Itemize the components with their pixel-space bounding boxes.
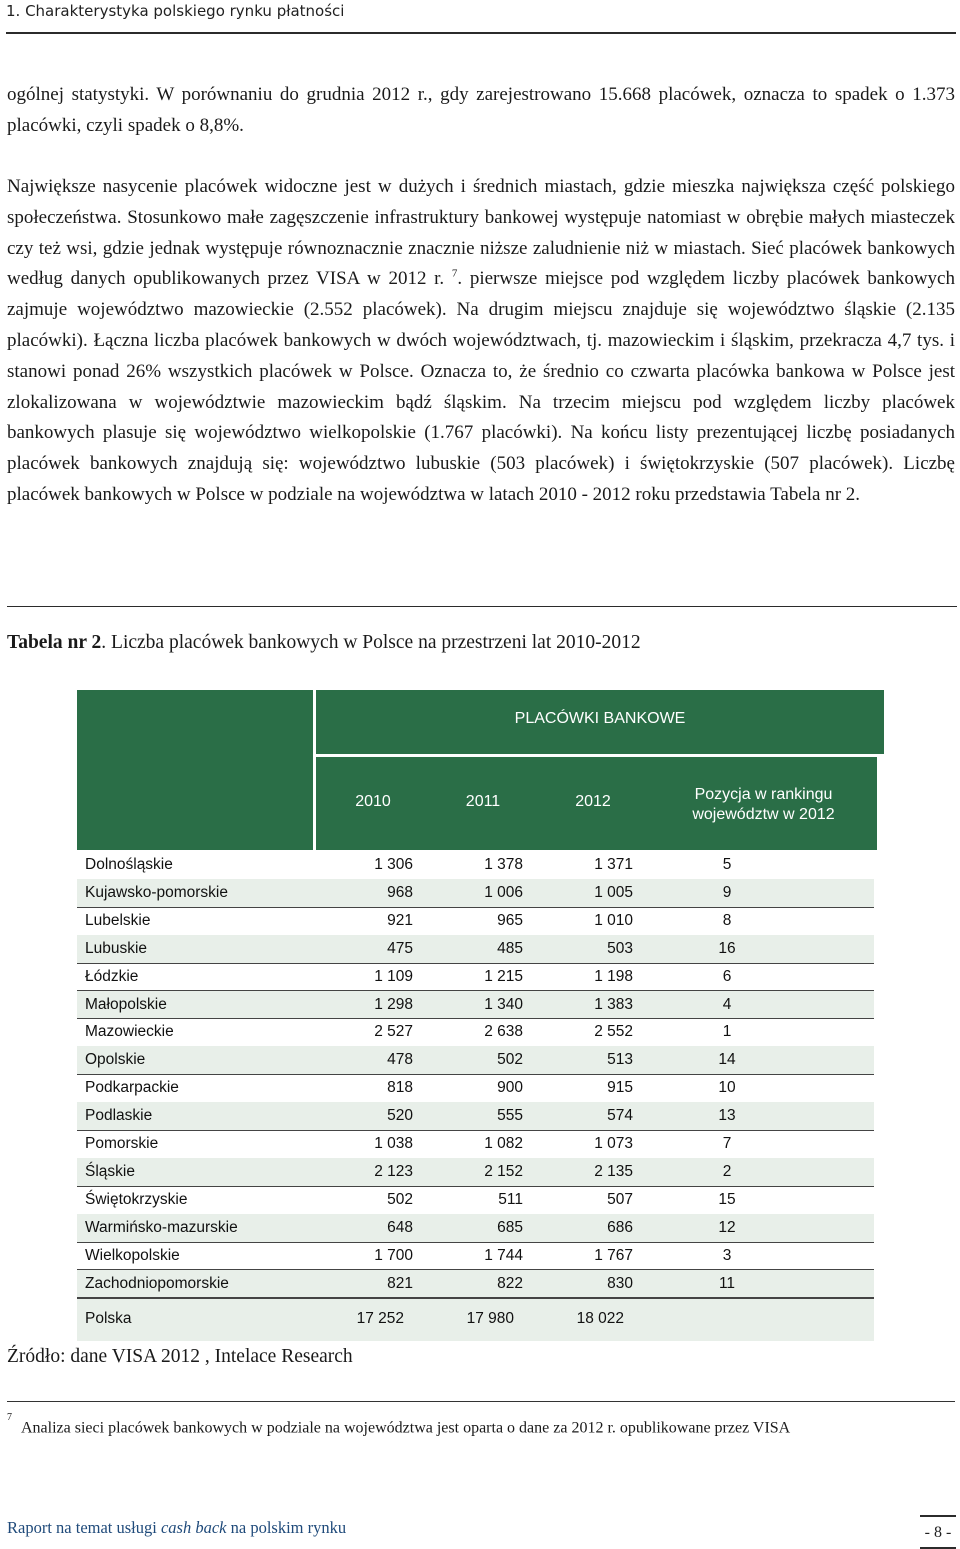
value-2010: 968 (387, 883, 413, 901)
value-2010: 2 123 (374, 1162, 413, 1180)
value-2010: 1 109 (374, 967, 413, 985)
region-name: Lubelskie (85, 911, 151, 929)
footnote-reference[interactable]: 7 (451, 268, 458, 281)
table-row (77, 1130, 874, 1159)
value-2011: 502 (497, 1051, 523, 1069)
value-2010: 1 700 (374, 1246, 413, 1264)
value-2012: 507 (607, 1190, 633, 1208)
value-2011: 2 152 (484, 1162, 523, 1180)
value-2012: 2 135 (594, 1162, 633, 1180)
value-2011: 1 215 (484, 967, 523, 985)
table-row (77, 1242, 874, 1271)
value-2011: 965 (497, 911, 523, 929)
value-2012: 1 005 (594, 883, 633, 901)
rank-value: 12 (718, 1218, 736, 1236)
value-2012: 513 (607, 1051, 633, 1069)
value-2010: 475 (387, 939, 413, 957)
rank-value: 10 (718, 1079, 736, 1097)
value-2011: 1 378 (484, 856, 523, 873)
region-name: Zachodniopomorskie (85, 1274, 229, 1292)
rank-value: 7 (722, 1135, 732, 1152)
section-divider (7, 606, 957, 607)
table-row (77, 1074, 874, 1103)
table-total-row (77, 1298, 874, 1341)
table-row (77, 1046, 874, 1075)
value-2010: 1 306 (374, 856, 413, 873)
value-2011: 822 (497, 1274, 523, 1292)
total-2011: 17 980 (466, 1310, 514, 1327)
page-number: - 8 - (924, 1524, 952, 1541)
value-2011: 685 (497, 1218, 523, 1236)
footer-text-italic: cash back (160, 1518, 227, 1537)
region-name: Opolskie (85, 1051, 146, 1069)
table-row (77, 1158, 874, 1187)
page-number-box (920, 1515, 956, 1549)
value-2010: 520 (387, 1107, 413, 1125)
region-name: Podlaskie (85, 1107, 153, 1125)
table-group-header (313, 690, 884, 757)
value-2011: 555 (497, 1107, 523, 1125)
region-name: Pomorskie (85, 1135, 159, 1152)
value-2012: 1 767 (594, 1246, 633, 1264)
value-2012: 686 (607, 1218, 633, 1236)
table-caption-label: Tabela nr 2 (7, 632, 102, 653)
region-name: Łódzkie (85, 967, 139, 985)
value-2012: 1 383 (594, 995, 633, 1013)
region-name: Świętokrzyskie (85, 1190, 188, 1208)
paragraph-main (7, 172, 955, 511)
region-name: Lubuskie (85, 939, 148, 957)
rank-value: 9 (722, 883, 732, 901)
paragraph-main-part1: Największe nasycenie placówek widoczne jest w dużych i średnich miastach, gdzie mieszka największa część polskiego społeczeństwa. Stosunkowo małe zagęszczenie infrastruktury bankowej występuje natomiast w obrębie małych miasteczek czy też wsi, gdzie jednak występuje równoznacznie znacznie niższe zaludnienie niż w miastach. Sieć placówek bankowych według danych opublikowanych przez VISA w 2012 r. (7, 176, 955, 290)
region-name: Małopolskie (85, 995, 167, 1013)
table-row (77, 1270, 874, 1299)
total-label: Polska (85, 1310, 132, 1327)
footnote-mark: 7 (7, 1412, 12, 1423)
column-header-2010: 2010 (355, 793, 391, 810)
region-name: Mazowieckie (85, 1023, 174, 1041)
value-2011: 2 638 (484, 1023, 523, 1041)
column-header-2012: 2012 (575, 793, 611, 810)
table-row (77, 991, 874, 1020)
rank-value: 16 (718, 939, 736, 957)
value-2010: 1 038 (374, 1135, 413, 1152)
total-2012: 18 022 (576, 1310, 624, 1327)
rank-value: 2 (722, 1162, 732, 1180)
footnote-text: Analiza sieci placówek bankowych w podziale na województwa jest oparta o dane za 2012 r. opublikowane przez VISA (21, 1419, 791, 1437)
region-name: Warmińsko-mazurskie (85, 1218, 238, 1236)
value-2010: 818 (387, 1079, 413, 1097)
rank-value: 15 (718, 1190, 736, 1208)
footnote (7, 1412, 791, 1437)
value-2010: 921 (387, 911, 413, 929)
table-row (77, 1102, 874, 1131)
table-row (77, 879, 874, 908)
rank-value: 13 (718, 1107, 736, 1125)
value-2012: 1 073 (594, 1135, 633, 1152)
value-2012: 1 371 (594, 856, 633, 873)
chapter-title: 1. Charakterystyka polskiego rynku płatności (6, 2, 345, 20)
table-row (77, 907, 874, 936)
footer-text-b: na polskim rynku (226, 1518, 347, 1537)
rank-value: 5 (722, 856, 732, 873)
value-2012: 2 552 (594, 1023, 633, 1041)
rank-value: 14 (718, 1051, 736, 1069)
table-corner-header (77, 690, 313, 850)
region-name: Wielkopolskie (85, 1246, 180, 1264)
rank-value: 3 (722, 1246, 732, 1264)
value-2010: 2 527 (374, 1023, 413, 1041)
paragraph-main-part2: . pierwsze miejsce pod względem liczby placówek bankowych zajmuje województwo mazowieckie (2.552 placówek). Na drugim miejscu znajduje się województwo śląskie (2.135 placówki). Łączna liczba placówek bankowych w dwóch województwach, tj. mazowieckim i śląskim, przekracza 4,7 tys. i stanowi ponad 26% wszystkich placówek w Polsce. Oznacza to, że średnio co czwarta placówka bankowa w Polsce jest zlokalizowana w województwie mazowieckim bądź śląskim. Na trzecim miejscu pod względem liczby placówek bankowych plasuje się województwo wielkopolskie (1.767 placówki). Na końcu listy prezentującej liczbę posiadanych placówek bankowych znajdują się: województwo lubuskie (503 placówek) i świętokrzyskie (507 placówek). Liczbę placówek bankowych w Polsce w podziale na województwa w latach 2010 - 2012 roku przedstawia Tabela nr 2. (7, 268, 955, 505)
value-2012: 574 (607, 1107, 633, 1125)
table-caption (7, 632, 641, 654)
value-2011: 1 340 (484, 995, 523, 1013)
table-row (77, 851, 874, 880)
value-2010: 502 (387, 1190, 413, 1208)
table-column-headers (313, 757, 877, 850)
column-header-2011: 2011 (465, 793, 501, 810)
value-2012: 1 010 (594, 911, 633, 929)
table-source: Źródło: dane VISA 2012 , Intelace Research (7, 1346, 353, 1367)
value-2011: 511 (498, 1190, 523, 1208)
running-footer (7, 1518, 346, 1538)
table-row (77, 1018, 874, 1047)
value-2012: 503 (607, 939, 633, 957)
rank-value: 1 (722, 1023, 732, 1041)
table-row (77, 1214, 874, 1243)
running-header (6, 0, 956, 34)
value-2010: 648 (387, 1218, 413, 1236)
value-2011: 1 082 (484, 1135, 523, 1152)
rank-value: 4 (722, 995, 732, 1013)
value-2011: 485 (497, 939, 523, 957)
value-2010: 1 298 (374, 995, 413, 1013)
value-2011: 1 744 (484, 1246, 523, 1264)
paragraph-intro: ogólnej statystyki. W porównaniu do grudnia 2012 r., gdy zarejestrowano 15.668 placówek, oznacza to spadek o 1.373 placówki, czyli spadek o 8,8%. (7, 84, 955, 136)
table-row (77, 1186, 874, 1215)
rank-value: 11 (718, 1274, 736, 1292)
value-2012: 1 198 (594, 967, 633, 985)
region-name: Kujawsko-pomorskie (85, 883, 228, 901)
table-row (77, 935, 874, 964)
total-2010: 17 252 (356, 1310, 404, 1327)
group-header-label: PLACÓWKI BANKOWE (514, 710, 686, 727)
table-caption-text: . Liczba placówek bankowych w Polsce na przestrzeni lat 2010-2012 (101, 632, 641, 653)
value-2010: 821 (387, 1274, 413, 1292)
region-name: Śląskie (85, 1162, 135, 1180)
value-2012: 830 (607, 1274, 633, 1292)
region-name: Podkarpackie (85, 1079, 179, 1097)
value-2011: 900 (497, 1079, 523, 1097)
value-2010: 478 (387, 1051, 413, 1069)
rank-value: 6 (722, 967, 732, 985)
region-name: Dolnośląskie (85, 856, 173, 873)
table-row (77, 963, 874, 992)
value-2011: 1 006 (484, 883, 523, 901)
footer-text-a: Raport na temat usługi (7, 1518, 161, 1537)
footnote-divider (7, 1401, 955, 1402)
value-2012: 915 (607, 1079, 633, 1097)
column-header-rank: Pozycja w rankingu województw w 2012 (692, 786, 835, 823)
rank-value: 8 (722, 911, 732, 929)
